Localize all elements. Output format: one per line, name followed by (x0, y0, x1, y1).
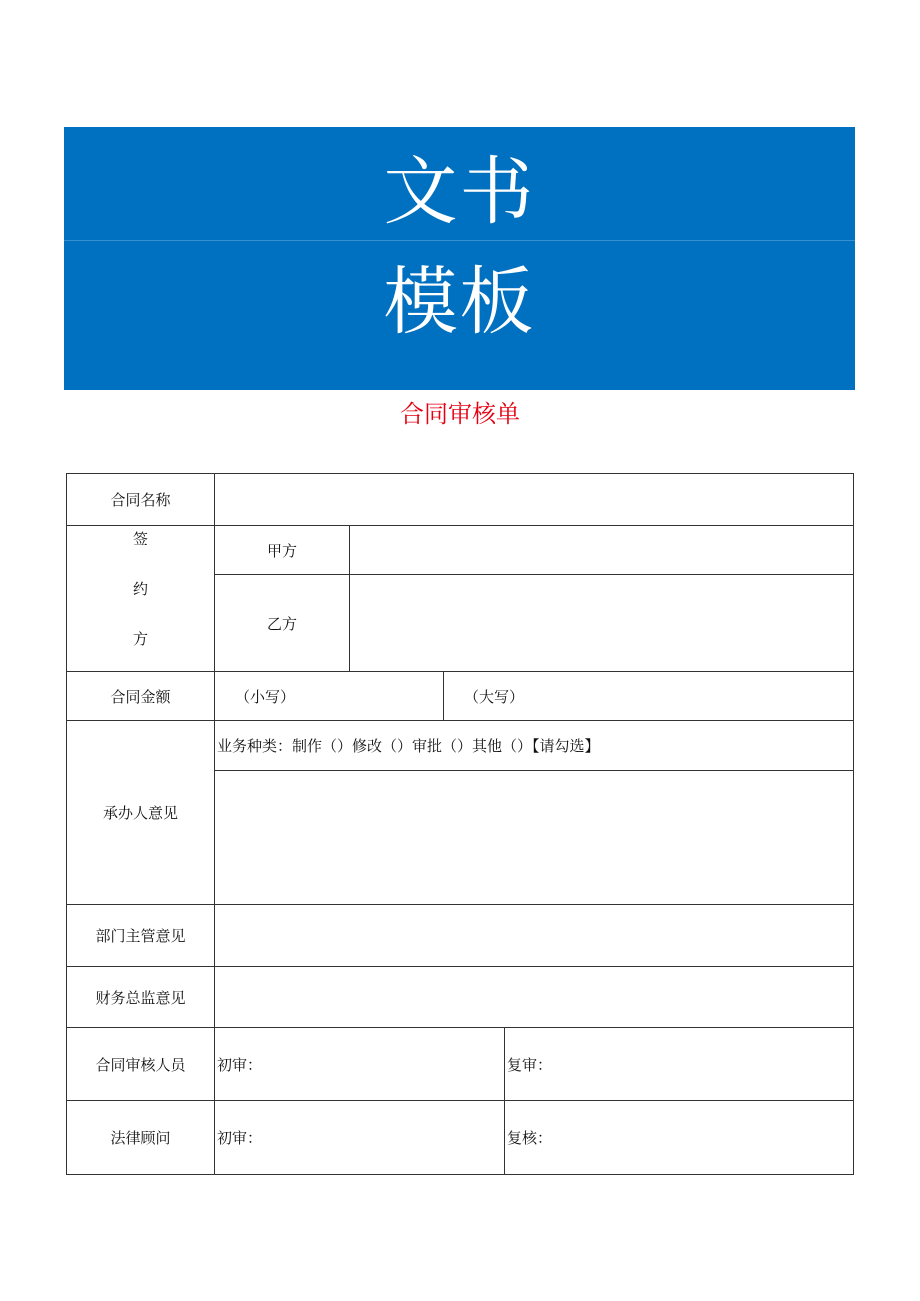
business-type-options[interactable]: 业务种类：制作（）修改（）审批（）其他（）【请勾选】 (215, 721, 854, 771)
reviewer-second-field[interactable]: 复审： (505, 1028, 854, 1101)
banner-title-line2: 模板 (383, 259, 536, 345)
row-business-type (67, 721, 854, 771)
row-amount (67, 672, 854, 721)
finance-opinion-field[interactable] (215, 967, 854, 1028)
dept-opinion-label: 部门主管意见 (67, 905, 215, 967)
row-legal (67, 1101, 854, 1175)
amount-lower-field[interactable]: （小写） (215, 672, 444, 721)
amount-label: 合同金额 (67, 672, 215, 721)
banner-title-line1: 文书 (383, 149, 536, 235)
row-reviewers (67, 1028, 854, 1101)
row-contract-name (67, 474, 854, 526)
party-b-label: 乙方 (215, 575, 350, 672)
dept-opinion-field[interactable] (215, 905, 854, 967)
legal-label: 法律顾问 (67, 1101, 215, 1175)
handler-opinion-field[interactable] (215, 771, 854, 905)
contract-name-label: 合同名称 (67, 474, 215, 526)
row-party-a (67, 526, 854, 575)
signer-char-3: 方 (132, 630, 148, 648)
amount-upper-field[interactable]: （大写） (444, 672, 854, 721)
legal-second-field[interactable]: 复核： (505, 1101, 854, 1175)
row-dept-opinion (67, 905, 854, 967)
handler-opinion-label: 承办人意见 (67, 721, 215, 905)
finance-opinion-label: 财务总监意见 (67, 967, 215, 1028)
form-title: 合同审核单 (400, 400, 520, 428)
signer-label (67, 526, 215, 672)
signer-char-2: 约 (132, 580, 148, 598)
party-a-label: 甲方 (215, 526, 350, 575)
party-b-field[interactable] (350, 575, 854, 672)
legal-first-field[interactable]: 初审： (215, 1101, 505, 1175)
reviewer-first-field[interactable]: 初审： (215, 1028, 505, 1101)
row-finance-opinion (67, 967, 854, 1028)
contract-review-form (66, 473, 854, 1175)
banner-divider (64, 240, 855, 241)
reviewer-label: 合同审核人员 (67, 1028, 215, 1101)
contract-name-field[interactable] (215, 474, 854, 526)
title-banner (64, 127, 855, 390)
party-a-field[interactable] (350, 526, 854, 575)
signer-char-1: 签 (132, 530, 148, 548)
